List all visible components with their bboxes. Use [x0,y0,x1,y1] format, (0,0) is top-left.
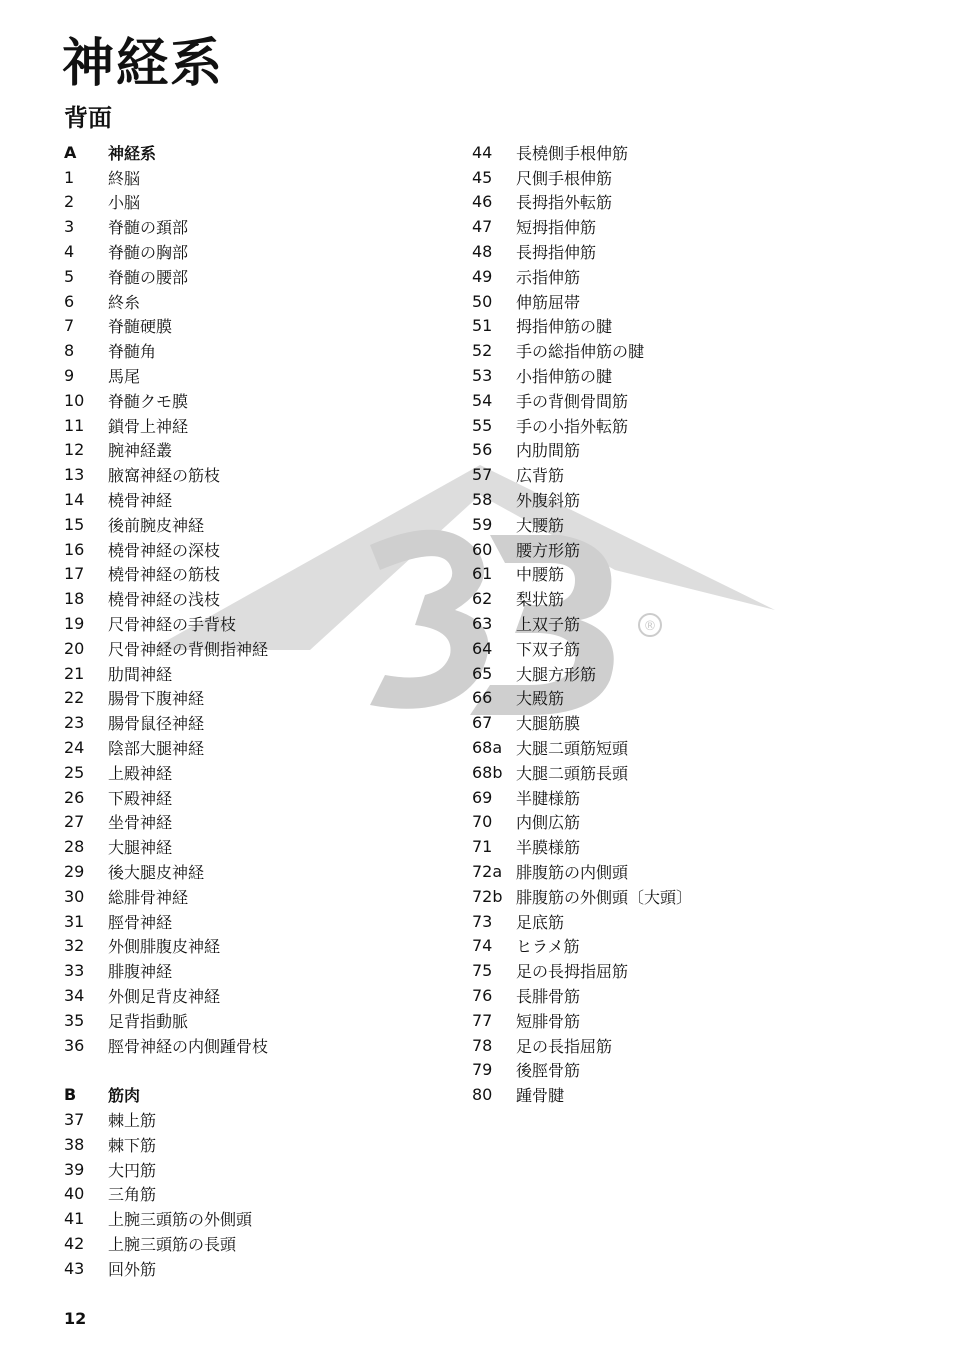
entry-label: 大円筋 [108,1160,157,1180]
index-entry [472,239,692,264]
entry-number: 33 [64,961,85,981]
entry-label: 大腿二頭筋短頭 [516,739,629,759]
index-entry [472,1033,692,1058]
index-entry [472,785,692,810]
entry-label: 脊髄角 [108,342,157,362]
right-index-column [472,140,692,1107]
entry-label: 脊髄の胸部 [108,243,189,263]
index-entry [472,1082,692,1107]
index-entry [64,1231,268,1256]
entry-label: 鎖骨上神経 [108,416,189,436]
index-entry [64,586,268,611]
entry-number: 41 [64,1209,85,1229]
entry-label: 外側足背皮神経 [108,986,221,1006]
entry-label: 上腕三頭筋の長頭 [108,1234,237,1254]
entry-label: 外腹斜筋 [516,491,581,511]
index-entry [472,661,692,686]
entry-label: 終脳 [108,168,141,188]
entry-number: 70 [472,812,493,832]
entry-number: B [64,1085,77,1105]
index-entry [64,289,268,314]
entry-number: 66 [472,688,493,708]
index-entry [472,314,692,339]
entry-label: 腓腹筋の外側頭〔大頭〕 [516,887,693,907]
entry-label: 長橈側手根伸筋 [516,143,629,163]
entry-number: 14 [64,490,85,510]
index-entry [64,512,268,537]
entry-number: 68b [472,762,503,782]
entry-label: 手の総指伸筋の腱 [516,342,645,362]
entry-number: A [64,142,77,162]
entry-label: 上殿神経 [108,763,173,783]
entry-label: 広背筋 [516,466,565,486]
entry-label: 踵骨腱 [516,1086,565,1106]
entry-label: 脊髄の腰部 [108,267,189,287]
index-entry [64,190,268,215]
entry-label: 外側腓腹皮神経 [108,937,221,957]
page-number: 12 [64,1309,87,1328]
entry-label: 小指伸筋の腱 [516,367,613,387]
index-entry [64,735,268,760]
index-entry [64,388,268,413]
entry-label: 大腿筋膜 [516,714,581,734]
entry-number: 22 [64,688,85,708]
index-entry [64,983,268,1008]
index-entry [64,487,268,512]
index-entry [472,611,692,636]
entry-label: 下双子筋 [516,639,581,659]
entry-number: 61 [472,564,493,584]
entry-number: 46 [472,192,493,212]
index-entry [472,934,692,959]
entry-label: 脊髄の頚部 [108,218,189,238]
entry-number: 58 [472,490,493,510]
entry-label: 大腿二頭筋長頭 [516,763,629,783]
entry-label: 神経系 [108,143,157,163]
entry-number: 69 [472,787,493,807]
entry-number: 13 [64,465,85,485]
entry-number: 37 [64,1109,85,1129]
index-entry [64,834,268,859]
entry-number: 64 [472,638,493,658]
index-entry [64,686,268,711]
entry-number: 52 [472,341,493,361]
entry-number: 35 [64,1010,85,1030]
entry-label: 長拇指外転筋 [516,193,613,213]
index-entry [472,363,692,388]
entry-label: 長腓骨筋 [516,986,581,1006]
index-entry [64,1033,268,1058]
entry-number: 21 [64,663,85,683]
section-gap [64,1057,268,1082]
entry-label: 尺骨神経の手背枝 [108,615,237,635]
index-entry [64,710,268,735]
index-entry [472,1008,692,1033]
entry-label: 後前腕皮神経 [108,515,205,535]
entry-number: 24 [64,738,85,758]
entry-label: 尺骨神経の背側指神経 [108,639,269,659]
index-entry [472,983,692,1008]
index-entry [472,165,692,190]
entry-label: 腓腹神経 [108,962,173,982]
entry-label: 総腓骨神経 [108,887,189,907]
entry-number: 27 [64,812,85,832]
entry-label: 大腿方形筋 [516,664,597,684]
index-entry [472,190,692,215]
entry-number: 68a [472,738,503,758]
index-entry [472,289,692,314]
entry-number: 42 [64,1233,85,1253]
entry-label: 腸骨鼠径神経 [108,714,205,734]
entry-number: 11 [64,415,85,435]
index-entry [472,760,692,785]
entry-label: 上双子筋 [516,615,581,635]
entry-number: 72a [472,862,503,881]
entry-label: 内肋間筋 [516,441,581,461]
entry-label: 回外筋 [108,1259,157,1279]
index-entry [64,810,268,835]
index-entry [64,438,268,463]
index-entry [472,859,692,884]
entry-number: 65 [472,663,493,683]
index-entry [472,909,692,934]
index-entry [472,884,692,909]
entry-number: 72b [472,886,503,906]
entry-number: 29 [64,862,85,881]
entry-label: 馬尾 [108,367,141,387]
index-entry [472,810,692,835]
entry-number: 71 [472,837,493,857]
entry-label: 腕神経叢 [108,441,173,461]
entry-number: 77 [472,1010,493,1030]
entry-number: 56 [472,440,493,460]
index-entry [64,314,268,339]
index-entry [64,760,268,785]
entry-number: 73 [472,911,493,931]
entry-number: 80 [472,1085,493,1105]
index-entry [64,859,268,884]
entry-number: 9 [64,366,75,386]
index-entry [64,958,268,983]
entry-number: 79 [472,1060,493,1080]
entry-number: 28 [64,837,85,857]
entry-number: 18 [64,589,85,609]
entry-label: 伸筋屈帯 [516,292,581,312]
entry-number: 59 [472,514,493,534]
entry-label: 小脳 [108,193,141,213]
index-entry [472,586,692,611]
left-index-column [64,140,268,1281]
index-entry [472,512,692,537]
index-entry [64,1107,268,1132]
entry-label: 脛骨神経の内側踵骨枝 [108,1036,269,1056]
entry-label: 手の背側骨間筋 [516,391,629,411]
entry-number: 6 [64,291,75,311]
page-subtitle: 背面 [64,104,112,132]
entry-label: 橈骨神経の筋枝 [108,565,221,585]
entry-label: 腸骨下腹神経 [108,689,205,709]
entry-number: 34 [64,985,85,1005]
index-entry [64,934,268,959]
entry-label: 示指伸筋 [516,267,581,287]
entry-number: 20 [64,638,85,658]
index-entry [472,710,692,735]
index-entry [472,338,692,363]
index-entry [472,686,692,711]
index-entry [64,785,268,810]
entry-number: 19 [64,614,85,634]
entry-number: 23 [64,713,85,733]
index-entry [472,462,692,487]
entry-number: 3 [64,217,75,237]
section-heading [64,1082,268,1107]
entry-label: 棘上筋 [108,1110,157,1130]
entry-label: 内側広筋 [516,813,581,833]
entry-label: 大殿筋 [516,689,565,709]
entry-number: 10 [64,390,85,410]
entry-number: 15 [64,514,85,534]
entry-label: 腰方形筋 [516,540,581,560]
entry-label: 足の長指屈筋 [516,1036,613,1056]
entry-label: 脛骨神経 [108,912,173,932]
index-entry [64,537,268,562]
index-entry [64,636,268,661]
entry-number: 30 [64,886,85,906]
entry-number: 60 [472,539,493,559]
index-entry [472,537,692,562]
index-entry [472,735,692,760]
entry-label: 足の長拇指屈筋 [516,962,629,982]
index-entry [64,884,268,909]
entry-number: 49 [472,266,493,286]
entry-number: 38 [64,1134,85,1154]
index-entry [472,214,692,239]
entry-number: 4 [64,242,75,262]
entry-label: 大腿神経 [108,838,173,858]
entry-label: 短拇指伸筋 [516,218,597,238]
entry-number: 75 [472,961,493,981]
entry-number: 55 [472,415,493,435]
entry-label: 肋間神経 [108,664,173,684]
entry-label: 長拇指伸筋 [516,243,597,263]
entry-label: 後大腿皮神経 [108,863,205,882]
entry-number: 16 [64,539,85,559]
entry-number: 7 [64,316,75,336]
index-entry [64,413,268,438]
index-entry [64,909,268,934]
entry-label: 橈骨神経の深枝 [108,540,221,560]
entry-number: 78 [472,1035,493,1055]
entry-label: 腋窩神経の筋枝 [108,466,221,486]
entry-number: 31 [64,911,85,931]
entry-label: 半腱様筋 [516,788,581,808]
index-entry [64,611,268,636]
entry-label: 中腰筋 [516,565,565,585]
index-entry [64,165,268,190]
entry-number: 62 [472,589,493,609]
entry-label: 足背指動脈 [108,1011,189,1031]
entry-number: 48 [472,242,493,262]
entry-label: 橈骨神経 [108,491,173,511]
index-entry [472,834,692,859]
entry-number: 40 [64,1184,85,1204]
entry-number: 51 [472,316,493,336]
entry-label: ヒラメ筋 [516,937,580,957]
index-entry [472,1057,692,1082]
entry-number: 45 [472,167,493,187]
index-entry [64,1008,268,1033]
index-entry [64,363,268,388]
entry-label: 橈骨神経の浅枝 [108,590,221,610]
index-entry [472,958,692,983]
entry-label: 腓腹筋の内側頭 [516,863,629,882]
entry-label: 脊髄硬膜 [108,317,173,337]
entry-number: 2 [64,192,75,212]
index-entry [64,661,268,686]
entry-label: 足底筋 [516,912,565,932]
index-entry [472,413,692,438]
entry-number: 67 [472,713,493,733]
index-entry [64,462,268,487]
index-entry [64,1157,268,1182]
index-entry [472,140,692,165]
index-entry [64,214,268,239]
watermark-figure-3 [370,530,488,709]
entry-number: 36 [64,1035,85,1055]
entry-number: 44 [472,142,493,162]
entry-label: 筋肉 [108,1086,141,1106]
index-entry [472,388,692,413]
entry-label: 陰部大腿神経 [108,739,205,759]
index-entry [472,487,692,512]
entry-label: 梨状筋 [516,590,565,610]
entry-number: 54 [472,390,493,410]
entry-number: 1 [64,167,75,187]
section-heading [64,140,268,165]
entry-label: 終糸 [108,292,141,312]
entry-number: 26 [64,787,85,807]
index-entry [472,562,692,587]
entry-label: 上腕三頭筋の外側頭 [108,1210,253,1230]
entry-label: 拇指伸筋の腱 [516,317,613,337]
entry-number: 32 [64,936,85,956]
entry-number: 74 [472,936,493,956]
entry-label: 脊髄クモ膜 [108,391,189,411]
entry-number: 47 [472,217,493,237]
entry-number: 5 [64,266,75,286]
entry-number: 43 [64,1258,85,1278]
entry-number: 17 [64,564,85,584]
entry-number: 8 [64,341,75,361]
entry-label: 後脛骨筋 [516,1061,581,1081]
entry-label: 尺側手根伸筋 [516,168,613,188]
index-entry [472,636,692,661]
entry-number: 57 [472,465,493,485]
index-entry [472,438,692,463]
page-title: 神経系 [62,34,225,94]
index-entry [64,1132,268,1157]
entry-number: 12 [64,440,85,460]
index-entry [64,264,268,289]
entry-label: 半膜様筋 [516,838,581,858]
index-entry [472,264,692,289]
entry-number: 50 [472,291,493,311]
registered-mark-text: ® [643,619,657,634]
index-entry [64,338,268,363]
entry-label: 手の小指外転筋 [516,416,629,436]
index-entry [64,1181,268,1206]
entry-number: 25 [64,762,85,782]
entry-label: 大腰筋 [516,515,565,535]
entry-number: 63 [472,614,493,634]
entry-number: 53 [472,366,493,386]
entry-label: 坐骨神経 [108,813,173,833]
entry-label: 棘下筋 [108,1135,157,1155]
index-entry [64,562,268,587]
index-entry [64,1256,268,1281]
entry-label: 短腓骨筋 [516,1011,581,1031]
entry-label: 三角筋 [108,1185,157,1205]
index-entry [64,1206,268,1231]
index-entry [64,239,268,264]
entry-number: 76 [472,985,493,1005]
entry-number: 39 [64,1159,85,1179]
entry-label: 下殿神経 [108,788,173,808]
